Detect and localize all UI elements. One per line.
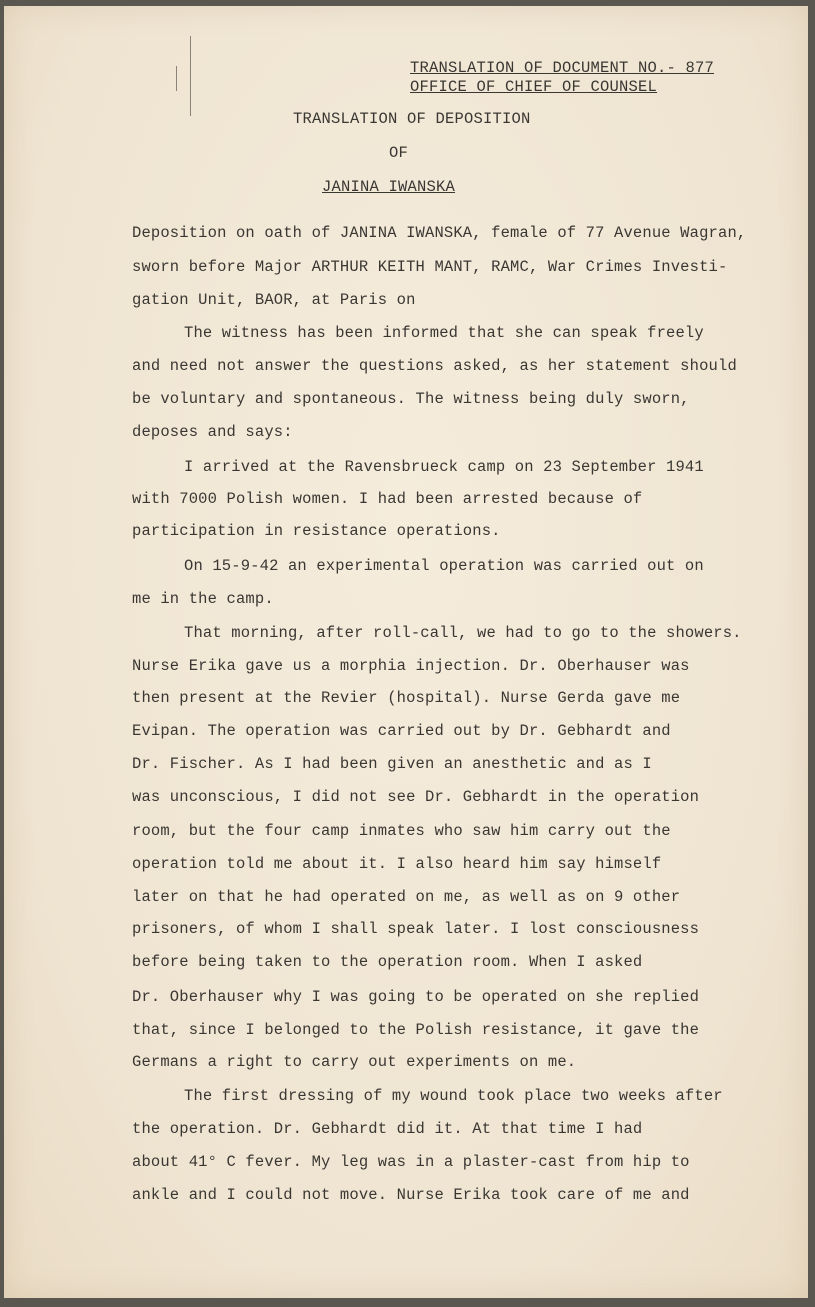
body-line: and need not answer the questions asked, as her statement should	[132, 357, 737, 375]
document-page	[4, 6, 808, 1298]
body-line: that, since I belonged to the Polish resistance, it gave the	[132, 1021, 700, 1039]
margin-pencil-mark	[190, 36, 191, 116]
body-line: That morning, after roll-call, we had to go to the showers.	[184, 624, 742, 642]
body-line: room, but the four camp inmates who saw him carry out the	[132, 822, 671, 840]
body-line: participation in resistance operations.	[132, 522, 501, 540]
body-line: about 41° C fever. My leg was in a plaster-cast from hip to	[132, 1153, 690, 1171]
body-line: gation Unit, BAOR, at Paris on	[132, 291, 416, 309]
body-line: Dr. Fischer. As I had been given an anesthetic and as I	[132, 755, 652, 773]
body-line: before being taken to the operation room. When I asked	[132, 953, 643, 971]
title-line-1: TRANSLATION OF DEPOSITION	[293, 110, 531, 128]
margin-pencil-mark	[176, 66, 177, 91]
document-number-header: TRANSLATION OF DOCUMENT NO.- 877	[410, 59, 715, 77]
body-line: be voluntary and spontaneous. The witness being duly sworn,	[132, 390, 690, 408]
deponent-name: JANINA IWANSKA	[322, 178, 456, 196]
body-line: The witness has been informed that she can speak freely	[184, 324, 704, 342]
body-line: deposes and says:	[132, 423, 293, 441]
body-line: me in the camp.	[132, 590, 274, 608]
body-line: The first dressing of my wound took place two weeks after	[184, 1087, 723, 1105]
body-line: later on that he had operated on me, as well as on 9 other	[132, 888, 681, 906]
body-line: Evipan. The operation was carried out by Dr. Gebhardt and	[132, 722, 671, 740]
body-line: I arrived at the Ravensbrueck camp on 23 September 1941	[184, 458, 704, 476]
body-line: operation told me about it. I also heard him say himself	[132, 855, 662, 873]
office-header: OFFICE OF CHIEF OF COUNSEL	[410, 78, 658, 96]
body-line: with 7000 Polish women. I had been arrested because of	[132, 490, 643, 508]
body-line: sworn before Major ARTHUR KEITH MANT, RAMC, War Crimes Investi-	[132, 258, 728, 276]
body-line: ankle and I could not move. Nurse Erika took care of me and	[132, 1186, 690, 1204]
body-line: prisoners, of whom I shall speak later. I lost consciousness	[132, 920, 700, 938]
body-line: the operation. Dr. Gebhardt did it. At that time I had	[132, 1120, 643, 1138]
body-line: On 15-9-42 an experimental operation was carried out on	[184, 557, 704, 575]
body-line: was unconscious, I did not see Dr. Gebhardt in the operation	[132, 788, 700, 806]
body-line: Nurse Erika gave us a morphia injection. Dr. Oberhauser was	[132, 657, 690, 675]
body-line: Germans a right to carry out experiments on me.	[132, 1053, 577, 1071]
body-line: then present at the Revier (hospital). Nurse Gerda gave me	[132, 689, 681, 707]
body-line: Dr. Oberhauser why I was going to be operated on she replied	[132, 988, 700, 1006]
body-line: Deposition on oath of JANINA IWANSKA, female of 77 Avenue Wagran,	[132, 224, 747, 242]
title-line-2: OF	[389, 144, 409, 162]
